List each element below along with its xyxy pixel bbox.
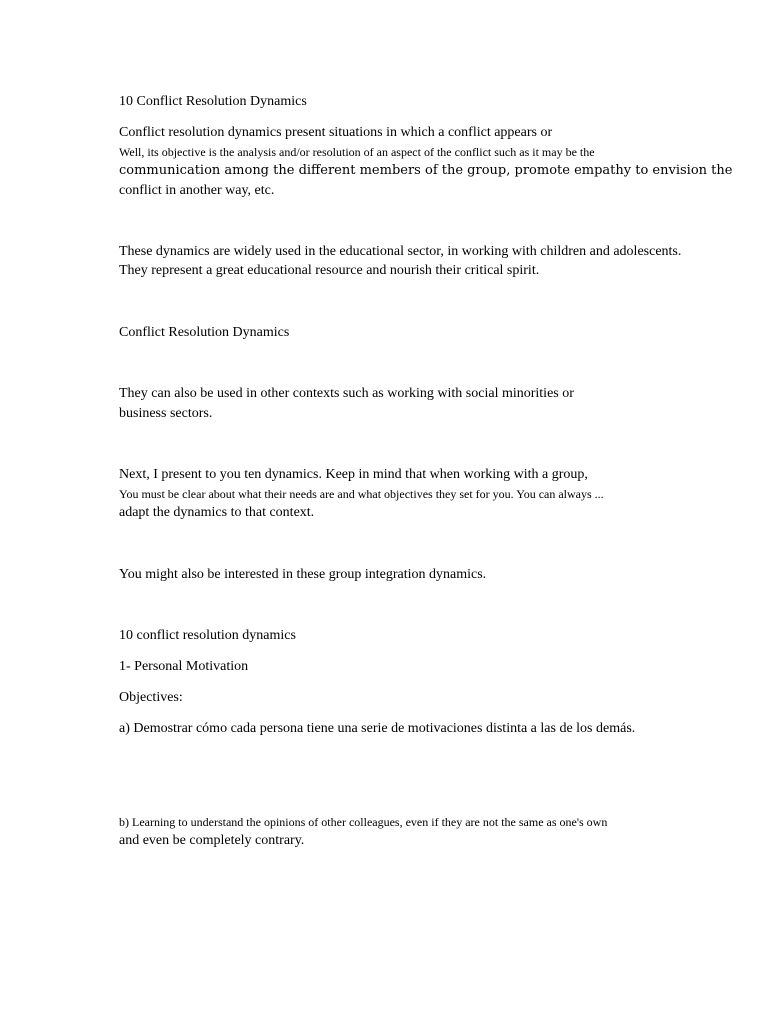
objective-b-line-1: b) Learning to understand the opinions of other colleagues, even if they are not the same as one's own <box>119 815 608 829</box>
intro-line-3: communication among the different members of the group, promote empathy to envision the <box>119 163 733 178</box>
document-title: 10 Conflict Resolution Dynamics <box>119 94 307 109</box>
paragraph-4-line-2: You must be clear about what their needs are and what objectives they set for you. You can always ... <box>119 487 604 501</box>
paragraph-5: You might also be interested in these group integration dynamics. <box>119 567 487 582</box>
paragraph-4-line-1: Next, I present to you ten dynamics. Keep in mind that when working with a group, <box>119 467 588 482</box>
paragraph-4-line-3: adapt the dynamics to that context. <box>119 505 315 520</box>
intro-line-2: Well, its objective is the analysis and/or resolution of an aspect of the conflict such as it may be the <box>119 145 595 159</box>
paragraph-3-line-2: business sectors. <box>119 406 213 421</box>
objective-b-line-2: and even be completely contrary. <box>119 833 305 848</box>
objective-a: a) Demostrar cómo cada persona tiene una serie de motivaciones distinta a las de los demás. <box>119 721 636 736</box>
section-heading: 10 conflict resolution dynamics <box>119 628 296 643</box>
intro-line-4: conflict in another way, etc. <box>119 183 275 198</box>
item-heading: 1- Personal Motivation <box>119 659 249 674</box>
paragraph-2-line-1: These dynamics are widely used in the educational sector, in working with children and adolescents. <box>119 244 682 259</box>
paragraph-3-line-1: They can also be used in other contexts such as working with social minorities or <box>119 386 574 401</box>
intro-line-1: Conflict resolution dynamics present situations in which a conflict appears or <box>119 125 553 140</box>
paragraph-2-line-2: They represent a great educational resource and nourish their critical spirit. <box>119 263 540 278</box>
subheading: Conflict Resolution Dynamics <box>119 325 290 340</box>
objectives-label: Objectives: <box>119 690 183 705</box>
